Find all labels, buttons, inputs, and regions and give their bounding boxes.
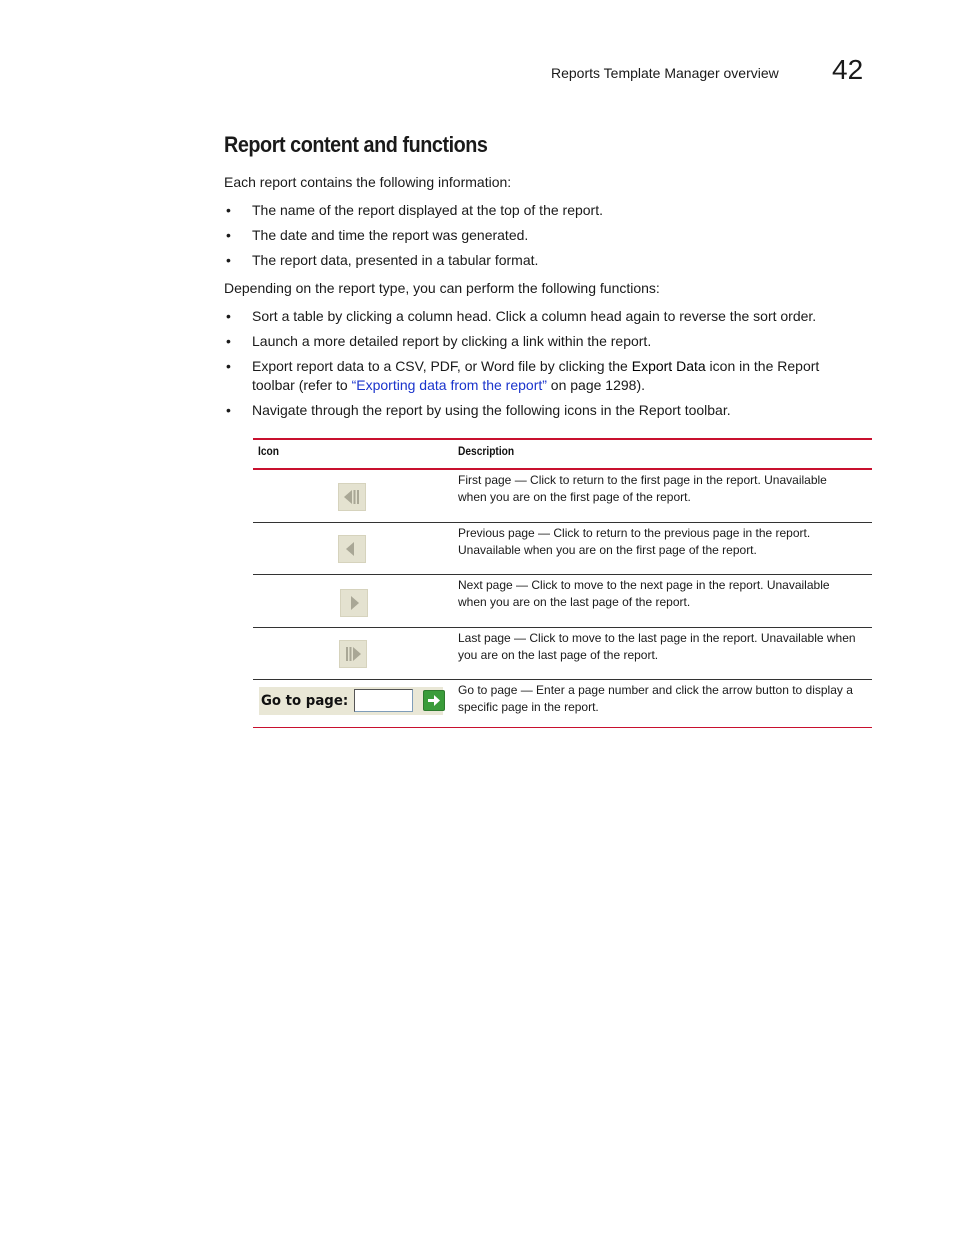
bullet-marker: • xyxy=(226,402,231,418)
description-line: Last page — Click to move to the last page in the report. Unavailable when xyxy=(458,631,856,645)
function-sort: Sort a table by clicking a column head. Click a column head again to reverse the sort order. xyxy=(252,308,817,324)
row-divider xyxy=(253,627,872,628)
description-line: when you are on the first page of the report. xyxy=(458,490,691,504)
info-item-date: The date and time the report was generated. xyxy=(252,227,529,243)
description-line: Next page — Click to move to the next page in the report. Unavailable xyxy=(458,578,830,592)
table-row-go-to-page xyxy=(458,682,872,716)
description-line: when you are on the last page of the report. xyxy=(458,595,691,609)
go-arrow-icon xyxy=(424,691,444,710)
next-page-icon xyxy=(340,589,368,617)
description-line: Go to page — Enter a page number and click the arrow button to display a xyxy=(458,683,853,697)
functions-paragraph: Depending on the report type, you can perform the following functions: xyxy=(224,280,660,296)
function-navigate: Navigate through the report by using the following icons in the Report toolbar. xyxy=(252,402,731,418)
info-item-name: The name of the report displayed at the top of the report. xyxy=(252,202,603,218)
go-arrow-button[interactable] xyxy=(423,690,445,711)
export-data-term: Export Data xyxy=(631,358,706,374)
export-text-b: icon in the Report xyxy=(705,358,820,374)
bullet-marker: • xyxy=(226,202,231,218)
bullet-marker: • xyxy=(226,333,231,349)
go-to-page-control xyxy=(259,687,443,715)
function-export xyxy=(252,357,819,395)
go-to-page-input[interactable] xyxy=(354,689,413,712)
table-row-last-page xyxy=(458,630,872,664)
chapter-number: 42 xyxy=(832,54,864,85)
exporting-data-link[interactable]: “Exporting data from the report” xyxy=(351,377,547,393)
description-line: Previous page — Click to return to the previous page in the report. xyxy=(458,526,811,540)
column-header-icon: Icon xyxy=(258,444,279,458)
previous-page-icon xyxy=(338,535,366,563)
table-row-first-page xyxy=(458,472,872,506)
go-to-page-label: Go to page: xyxy=(261,693,349,709)
export-text-d: on page 1298). xyxy=(546,377,646,393)
row-divider xyxy=(253,574,872,575)
description-line: Unavailable when you are on the first page of the report. xyxy=(458,543,757,557)
info-item-data: The report data, presented in a tabular format. xyxy=(252,252,539,268)
row-divider xyxy=(253,522,872,523)
first-page-icon xyxy=(338,483,366,511)
table-header-rule xyxy=(253,468,872,470)
table-row-previous-page xyxy=(458,525,872,559)
description-line: you are on the last page of the report. xyxy=(458,648,659,662)
last-page-icon xyxy=(339,640,367,668)
intro-paragraph: Each report contains the following information: xyxy=(224,174,512,190)
bullet-marker: • xyxy=(226,308,231,324)
description-line: First page — Click to return to the first page in the report. Unavailable xyxy=(458,473,827,487)
bullet-marker: • xyxy=(226,227,231,243)
table-bottom-rule xyxy=(253,727,872,728)
table-row-next-page xyxy=(458,577,872,611)
table-top-rule xyxy=(253,438,872,440)
export-text-c: toolbar (refer to xyxy=(252,377,352,393)
row-divider xyxy=(253,679,872,680)
running-header-title: Reports Template Manager overview xyxy=(551,65,779,81)
column-header-description: Description xyxy=(458,444,515,458)
section-heading: Report content and functions xyxy=(224,132,488,157)
function-launch: Launch a more detailed report by clicking a link within the report. xyxy=(252,333,652,349)
description-line: specific page in the report. xyxy=(458,700,599,714)
bullet-marker: • xyxy=(226,358,231,374)
export-text-a: Export report data to a CSV, PDF, or Word file by clicking the xyxy=(252,358,632,374)
bullet-marker: • xyxy=(226,252,231,268)
